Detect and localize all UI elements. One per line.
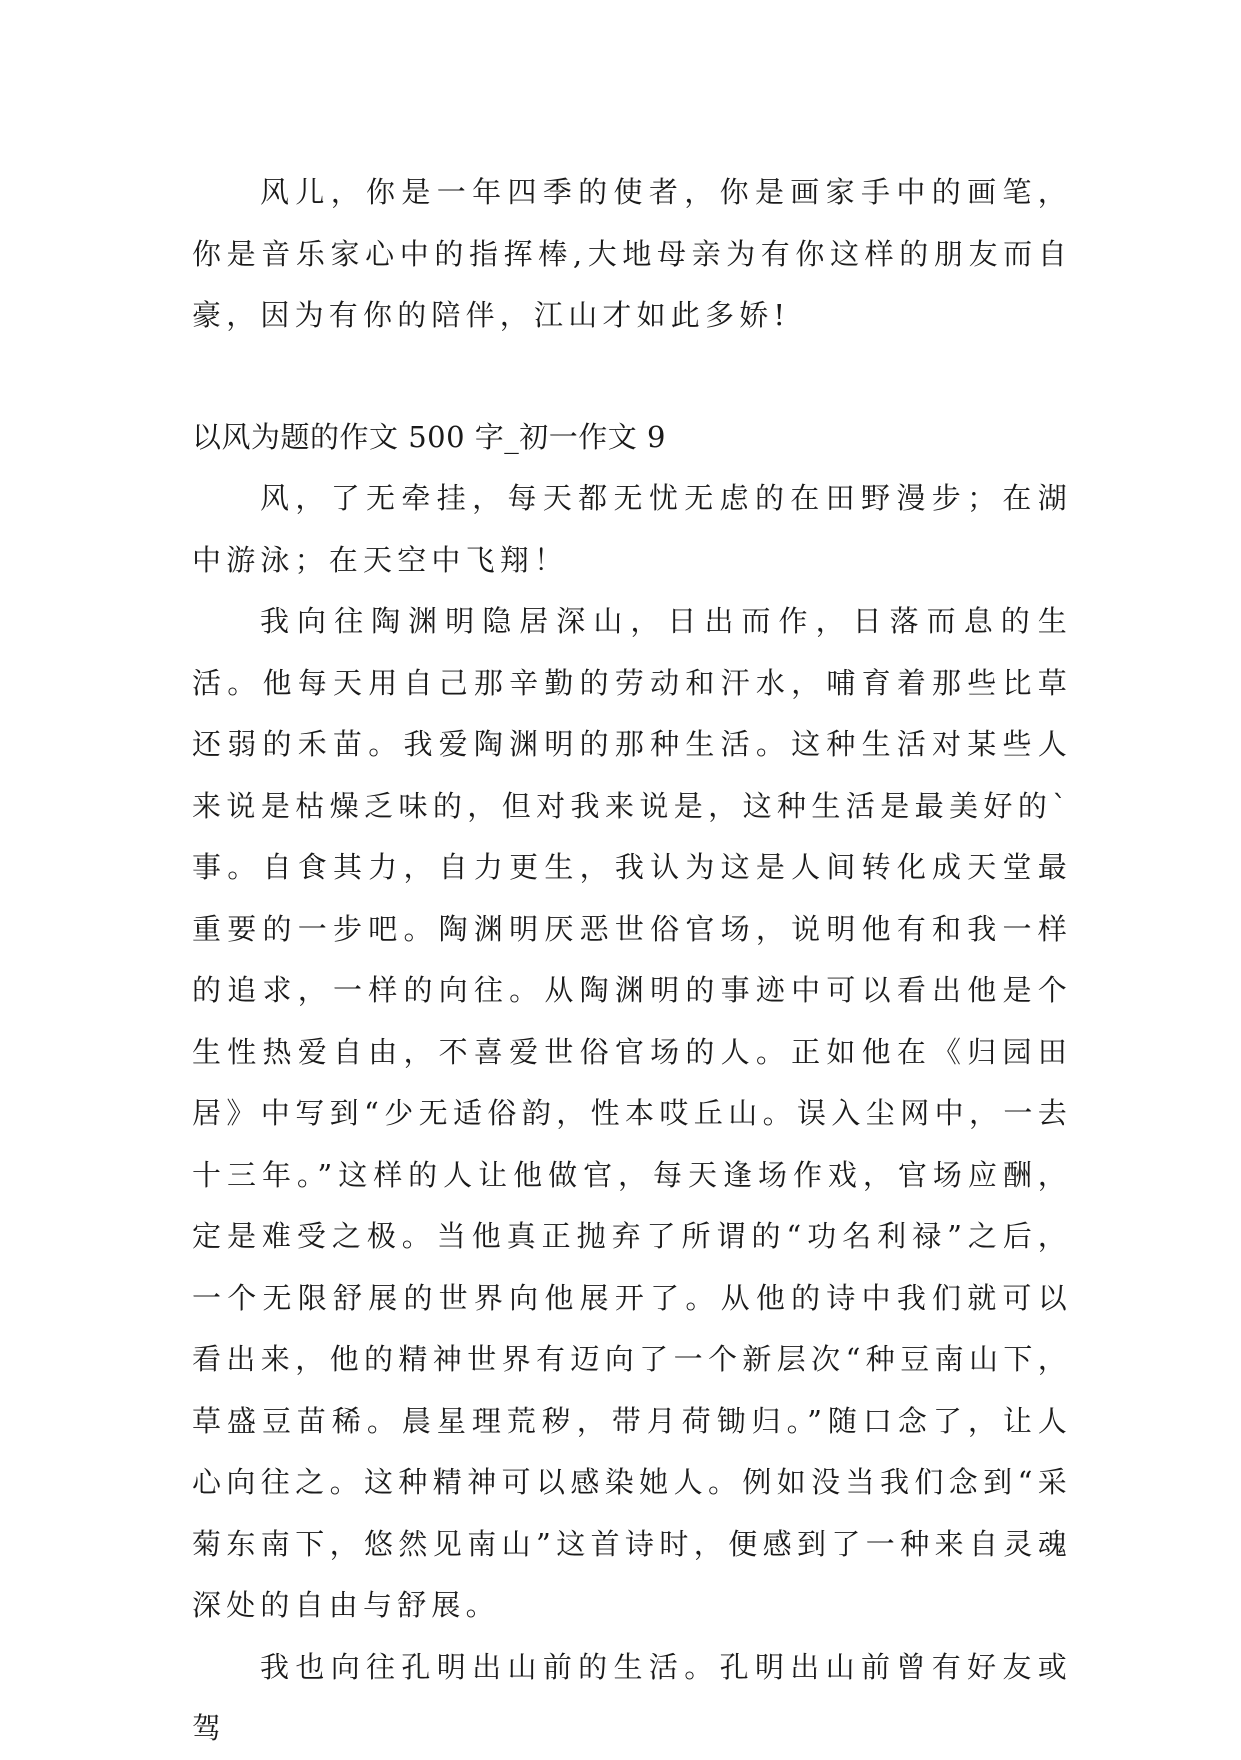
intro-paragraph: 风儿，你是一年四季的使者，你是画家手中的画笔，你是音乐家心中的指挥棒,大地母亲为有你这样的朋友而自豪，因为有你的陪伴，江山才如此多娇! (192, 175, 1072, 332)
body-paragraph-1: 风，了无牵挂，每天都无忧无虑的在田野漫步；在湖中游泳；在天空中飞翔！ (192, 481, 1072, 577)
document-page (192, 162, 1072, 1760)
body-paragraph-3: 我也向往孔明出山前的生活。孔明出山前曾有好友或驾 (192, 1649, 1072, 1745)
body-paragraph-2: 我向往陶渊明隐居深山，日出而作，日落而息的生活。他每天用自己那辛勤的劳动和汗水，哺育着那些比草还弱的禾苗。我爱陶渊明的那种生活。这种生活对某些人来说是枯燥乏味的，但对我来说是，这种生活是最美好的`事。自食其力，自力更生，我认为这是人间转化成天堂最重要的一步吧。陶渊明厌恶世俗官场，说明他有和我一样的追求，一样的向往。从陶渊明的事迹中可以看出他是个生性热爱自由，不喜爱世俗官场的人。正如他在《归园田居》中写到“少无适俗韵，性本哎丘山。误入尘网中，一去十三年。”这样的人让他做官，每天逢场作戏，官场应酬，定是难受之极。当他真正抛弃了所谓的“功名利禄”之后，一个无限舒展的世界向他展开了。从他的诗中我们就可以看出来，他的精神世界有迈向了一个新层次“种豆南山下，草盛豆苗稀。晨星理荒秽，带月荷锄归。”随口念了，让人心向往之。这种精神可以感染她人。例如没当我们念到“采菊东南下，悠然见南山”这首诗时，便感到了一种来自灵魂深处的自由与舒展。 (192, 604, 1072, 1622)
section-heading: 以风为题的作文 500 字_初一作文 9 (192, 419, 666, 454)
section-spacer (192, 347, 1072, 407)
